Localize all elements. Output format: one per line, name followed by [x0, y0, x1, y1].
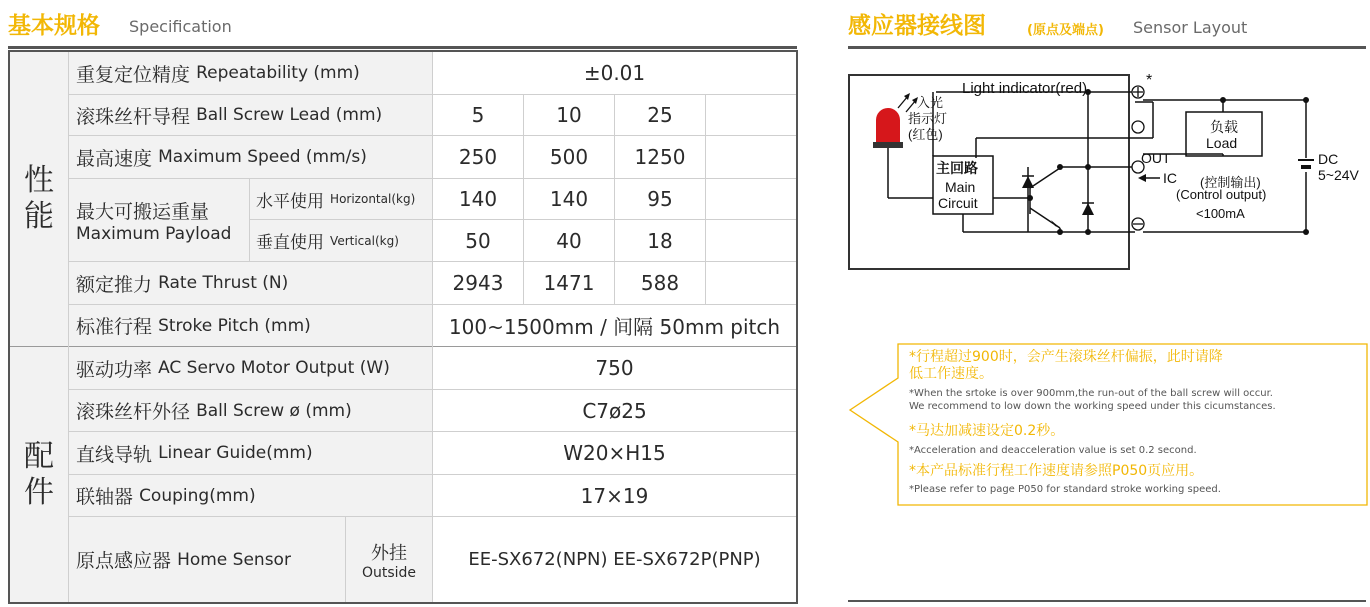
- label-zh: 标准行程: [76, 316, 153, 338]
- light-in-label-1: 入光: [917, 95, 944, 110]
- label-en: Home Sensor: [177, 549, 291, 570]
- value-thrust-3: 588: [615, 262, 705, 304]
- sensor-title-zh: 感应器接线图: [848, 13, 986, 39]
- value-payload-h-1: 140: [433, 179, 523, 219]
- label-en: Repeatability (mm): [196, 63, 360, 83]
- label-zh: 直线导轨: [76, 443, 153, 466]
- label-zh: 重复定位精度: [76, 63, 191, 86]
- label-zh: 原点感应器: [76, 550, 172, 572]
- table-border: [8, 50, 798, 604]
- note-3-en: *Please refer to page P050 for standard stroke working speed.: [909, 484, 1221, 495]
- note-2-en: *Acceleration and deacceleration value is set 0.2 second.: [909, 445, 1197, 456]
- value-lead-1: 5: [433, 95, 523, 135]
- bottom-rule: [848, 600, 1366, 602]
- label-zh: 滚珠丝杆导程: [76, 105, 191, 128]
- category-accessories-text: 配 件: [24, 438, 54, 510]
- value-speed-1: 250: [433, 136, 523, 178]
- ic-label: IC: [1163, 170, 1177, 186]
- label-en: Linear Guide(mm): [158, 443, 313, 463]
- value-thrust-2: 1471: [524, 262, 614, 304]
- control-output-en: (Control output): [1176, 187, 1267, 202]
- label-en: Ball Screw ø (mm): [196, 400, 352, 421]
- value-screw-od: C7ø25: [433, 390, 796, 431]
- label-en: Vertical(kg): [330, 233, 399, 248]
- value-speed-3: 1250: [615, 136, 705, 178]
- notes-list: [909, 349, 1364, 496]
- load-label-en: Load: [1206, 135, 1238, 151]
- note-2-zh: *马达加减速设定0.2秒。: [909, 423, 1065, 439]
- dc-label-1: DC: [1318, 151, 1339, 167]
- label-en: Horizontal(kg): [330, 192, 416, 206]
- label-en: Maximum Speed (mm/s): [158, 147, 367, 167]
- value-lead-2: 10: [524, 95, 614, 135]
- value-payload-v-3: 18: [615, 220, 705, 261]
- note-1-en: *When the srtoke is over 900mm,the run-out of the ball screw will occur. We recommend to low down the working speed under this cicumstances.: [909, 388, 1276, 412]
- note-3-zh: *本产品标准行程工作速度请参照P050页应用。: [909, 463, 1204, 479]
- value-thrust-1: 2943: [433, 262, 523, 304]
- label-en: Maximum Payload: [76, 223, 232, 244]
- label-zh: 垂直使用: [256, 233, 324, 253]
- label-zh: 驱动功率: [76, 358, 153, 381]
- label-en: Rate Thrust (N): [158, 273, 289, 293]
- main-circuit-en-1: Main: [945, 179, 976, 195]
- sensor-title-en: Sensor Layout: [1133, 18, 1248, 37]
- label-zh: 滚珠丝杆外径: [76, 401, 191, 423]
- value-repeatability: ±0.01: [433, 52, 796, 94]
- value-coupling: 17×19: [433, 475, 796, 516]
- mount-zh: 外挂: [371, 542, 407, 564]
- mount-en: Outside: [361, 564, 417, 581]
- current-label: <100mA: [1196, 206, 1245, 221]
- spec-header-rule: [8, 46, 797, 49]
- sensor-title-paren: (原点及端点): [1027, 23, 1104, 38]
- label-zh: 最大可搬运重量: [76, 200, 210, 223]
- value-payload-h-3: 95: [615, 179, 705, 219]
- out-label: OUT: [1141, 150, 1171, 166]
- label-en: AC Servo Motor Output (W): [158, 358, 390, 378]
- label-zh: 联轴器: [76, 486, 134, 508]
- spec-title-zh: 基本规格: [8, 13, 100, 39]
- light-indicator-label: Light indicator(red): [962, 80, 1088, 97]
- label-zh: 水平使用: [256, 191, 324, 212]
- spec-title-en: Specification: [129, 17, 232, 36]
- main-circuit-zh: 主回路: [936, 160, 978, 176]
- category-performance-text: 性 能: [24, 163, 54, 234]
- value-speed-2: 500: [524, 136, 614, 178]
- light-in-label-2: 指示灯: [908, 111, 948, 126]
- sensor-header-rule: [848, 46, 1366, 49]
- led-icon: [876, 108, 900, 142]
- note-1-zh: *行程超过900时，会产生滚珠丝杆偏振，此时请降 低工作速度。: [909, 349, 1223, 382]
- value-payload-v-2: 40: [524, 220, 614, 261]
- asterisk-mark: *: [1146, 72, 1153, 89]
- main-circuit-en-2: Circuit: [938, 195, 978, 211]
- label-en: Couping(mm): [139, 485, 256, 506]
- load-label-zh: 负载: [1210, 119, 1238, 135]
- label-en: Ball Screw Lead (mm): [196, 105, 383, 125]
- value-payload-h-2: 140: [524, 179, 614, 219]
- value-lead-3: 25: [615, 95, 705, 135]
- value-motor: 750: [433, 347, 796, 389]
- value-home-sensor: EE-SX672(NPN) EE-SX672P(PNP): [433, 517, 796, 602]
- control-output-zh: (控制输出): [1200, 175, 1261, 190]
- label-zh: 最高速度: [76, 147, 153, 170]
- value-payload-v-1: 50: [433, 220, 523, 261]
- label-en: Stroke Pitch (mm): [158, 315, 311, 336]
- dc-label-2: 5~24V: [1318, 167, 1359, 183]
- light-in-label-3: (红色): [908, 127, 943, 142]
- value-guide: W20×H15: [433, 432, 796, 474]
- value-stroke: 100~1500mm / 间隔 50mm pitch: [433, 305, 796, 346]
- label-zh: 额定推力: [76, 273, 153, 296]
